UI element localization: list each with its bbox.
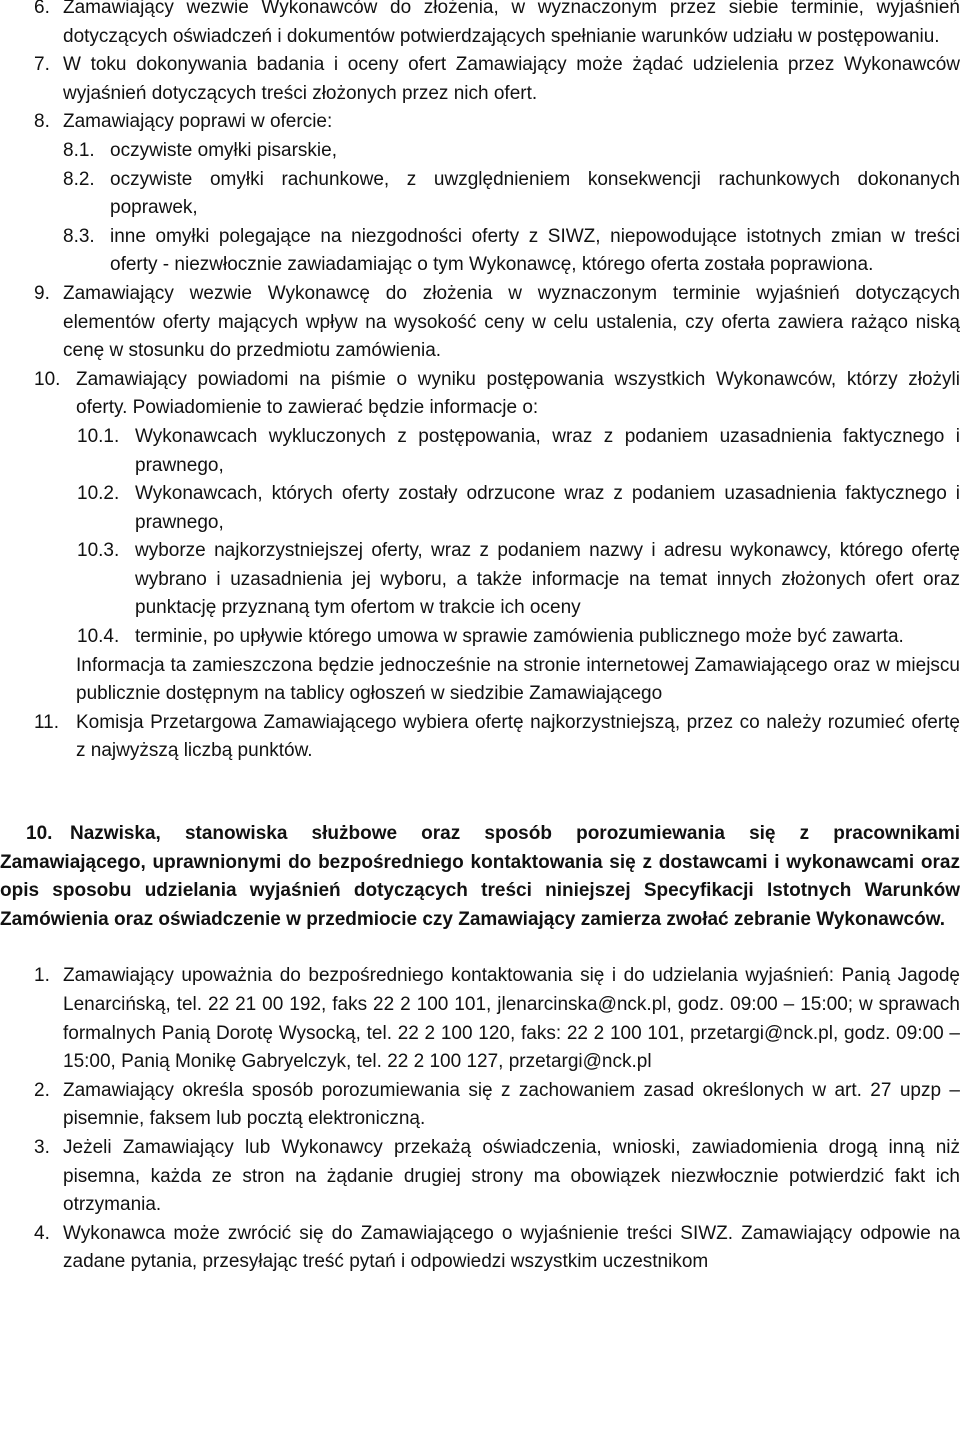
list-item-9 bbox=[0, 280, 960, 366]
item-number: 10.4. bbox=[77, 626, 120, 648]
section-heading bbox=[0, 820, 960, 934]
sub-item-8-2 bbox=[0, 166, 960, 223]
sub-item-10-3 bbox=[0, 537, 960, 623]
item-text: Zamawiający wezwie Wykonawcę do złożenia w wyznaczonym terminie wyjaśnień dotyczących elementów oferty mających wpływ na wysokość ceny w celu ustalenia, czy oferta zawiera rażąco niską cenę w stosunku do przedmiotu zamówienia. bbox=[63, 282, 960, 362]
section-spacer bbox=[0, 766, 960, 820]
contact-item-4 bbox=[0, 1220, 960, 1277]
item-number: 8. bbox=[34, 111, 50, 133]
list-item-11 bbox=[0, 709, 960, 766]
item-text: Wykonawcach wykluczonych z postępowania, wraz z podaniem uzasadnienia faktycznego i prawnego, bbox=[135, 425, 960, 476]
item-number: 10.2. bbox=[77, 483, 120, 505]
item-text: Komisja Przetargowa Zamawiającego wybiera ofertę najkorzystniejszą, przez co należy rozumieć ofertę z najwyższą liczbą punktów. bbox=[76, 711, 960, 762]
item-text: wyborze najkorzystniejszej oferty, wraz z podaniem nazwy i adresu wykonawcy, którego ofertę wybrano i uzasadnienia jej wyboru, a także informacje na temat innych złożonych ofert oraz punktację przyznaną tym ofertom w trakcie ich oceny bbox=[135, 540, 960, 619]
list-item-10 bbox=[0, 366, 960, 423]
item-number: 10.1. bbox=[77, 425, 120, 447]
list-item-6 bbox=[0, 0, 960, 51]
item-number: 8.1. bbox=[63, 139, 95, 161]
item-number: 3. bbox=[34, 1136, 50, 1158]
sub-item-8-3 bbox=[0, 223, 960, 280]
section-title: Nazwiska, stanowiska służbowe oraz sposób porozumiewania się z pracownikami Zamawiającego, uprawnionymi do bezpośredniego kontaktowania się z dostawcami i wykonawcami oraz opis sposobu udzielania wyjaśnień dotyczących treści niniejszej Specyfikacji Istotnych Warunków Zamówienia oraz oświadczenie w przedmiocie czy Zamawiający zamierza zwołać zebranie Wykonawców. bbox=[0, 823, 960, 930]
item-text: Zamawiający poprawi w ofercie: bbox=[63, 111, 333, 133]
item-number: 7. bbox=[34, 54, 50, 76]
item-text: Zamawiający upoważnia do bezpośredniego kontaktowania się i do udzielania wyjaśnień: Panią Jagodę Lenarcińską, tel. 22 21 00 192, faks 22 2 100 101, jlenarcinska@nck.pl, godz. 09:00 – 15:00; w sprawach formalnych Panią Dorotę Wysocką, tel. 22 2 100 120, faks: 22 2 100 101, przetargi@nck.pl, godz. 09:00 – 15:00, Panią Monikę Gabryelczyk, tel. 22 2 100 127, przetargi@nck.pl bbox=[63, 965, 960, 1073]
item-text: Wykonawca może zwrócić się do Zamawiającego o wyjaśnienie treści SIWZ. Zamawiający odpowie na zadane pytania, przesyłając treść pytań i odpowiedzi wszystkim uczestnikom bbox=[63, 1222, 960, 1273]
item-number: 4. bbox=[34, 1222, 50, 1244]
item-text: terminie, po upływie którego umowa w sprawie zamówienia publicznego może być zawarta. bbox=[135, 626, 904, 648]
item-number: 1. bbox=[34, 965, 50, 987]
item-text: oczywiste omyłki rachunkowe, z uwzględnieniem konsekwencji rachunkowych dokonanych poprawek, bbox=[110, 168, 960, 219]
item-number: 8.2. bbox=[63, 168, 95, 190]
info-paragraph: Informacja ta zamieszczona będzie jednocześnie na stronie internetowej Zamawiającego oraz w miejscu publicznie dostępnym na tablicy ogłoszeń w siedzibie Zamawiającego bbox=[76, 654, 960, 705]
item-text: Zamawiający określa sposób porozumiewania się z zachowaniem zasad określonych w art. 27 upzp – pisemnie, faksem lub pocztą elektroniczną. bbox=[63, 1079, 960, 1130]
list-item-8 bbox=[0, 108, 960, 137]
item-number: 10.3. bbox=[77, 540, 120, 562]
item-number: 11. bbox=[34, 711, 60, 733]
item-number: 2. bbox=[34, 1079, 50, 1101]
sub-item-10-2 bbox=[0, 480, 960, 537]
sub-item-10-1 bbox=[0, 423, 960, 480]
contact-item-3 bbox=[0, 1134, 960, 1220]
item-text: Zamawiający powiadomi na piśmie o wyniku postępowania wszystkich Wykonawców, którzy złożyli oferty. Powiadomienie to zawierać będzie informacje o: bbox=[76, 368, 960, 419]
item-text: inne omyłki polegające na niezgodności oferty z SIWZ, niepowodujące istotnych zmian w treści oferty - niezwłocznie zawiadamiając o tym Wykonawcę, którego oferta została poprawiona. bbox=[110, 225, 960, 276]
item-number: 9. bbox=[34, 282, 50, 304]
contact-item-2 bbox=[0, 1077, 960, 1134]
contact-item-1 bbox=[0, 962, 960, 1076]
sub-item-8-1 bbox=[0, 137, 960, 166]
item-text: W toku dokonywania badania i oceny ofert Zamawiający może żądać udzielenia przez Wykonawców wyjaśnień dotyczących treści złożonych przez nich ofert. bbox=[63, 54, 960, 104]
item-number: 8.3. bbox=[63, 225, 95, 247]
item-number: 6. bbox=[34, 0, 50, 18]
item-number: 10. bbox=[34, 368, 61, 390]
item-text: Zamawiający wezwie Wykonawców do złożenia, w wyznaczonym przez siebie terminie, wyjaśnień dotyczących oświadczeń i dokumentów potwierdzających spełnianie warunków udziału w postępowaniu. bbox=[63, 0, 960, 47]
item-text: Wykonawcach, których oferty zostały odrzucone wraz z podaniem uzasadnienia faktycznego i prawnego, bbox=[135, 483, 960, 533]
section-spacer bbox=[0, 934, 960, 962]
sub-item-10-4 bbox=[0, 623, 960, 652]
section-number: 10. bbox=[26, 823, 53, 845]
list-item-7 bbox=[0, 51, 960, 108]
item-text: oczywiste omyłki pisarskie, bbox=[110, 139, 337, 161]
item-text: Jeżeli Zamawiający lub Wykonawcy przekażą oświadczenia, wnioski, zawiadomienia drogą inną niż pisemna, każda ze stron na żądanie drugiej strony ma obowiązek niezwłocznie potwierdzić fakt ich otrzymania. bbox=[63, 1136, 960, 1216]
